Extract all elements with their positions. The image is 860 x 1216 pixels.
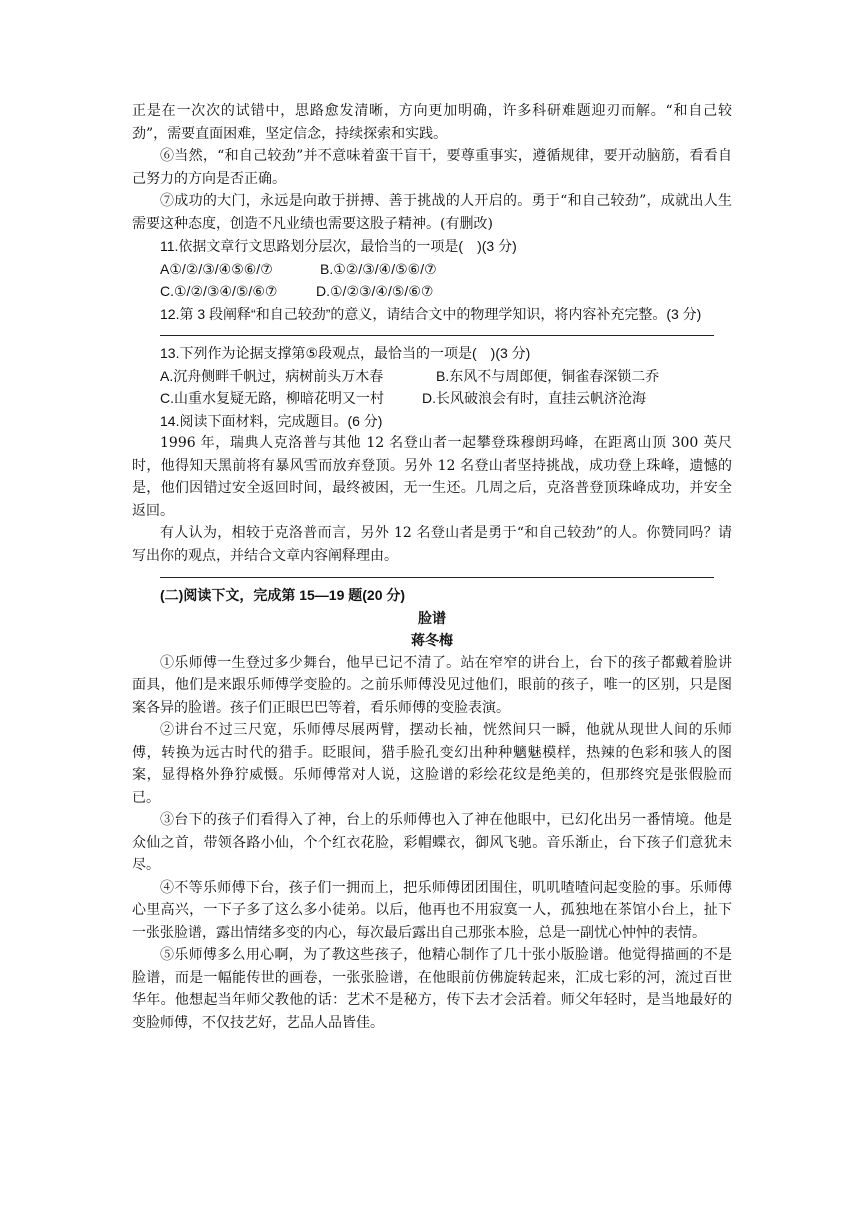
article-paragraph-7: ⑦成功的大门，永远是向敢于拼搏、善于挑战的人开启的。勇于“和自己较劲”，成就出人生需要这种态度，创造不凡业绩也需要这股子精神。(有删改) (132, 193, 732, 232)
story-paragraph-4: ④不等乐师傅下台，孩子们一拥而上，把乐师傅团团围住，叽叽喳喳问起变脸的事。乐师傅心里高兴，一下子多了这么多小徒弟。以后，他再也不用寂寞一人，孤独地在茶馆小台上，扯下一张张脸谱，露出情绪多变的内心，每次最后露出自己那张本脸，总是一副忧心忡忡的表情。 (132, 879, 732, 941)
q11-option-a[interactable]: A①/②/③/④⑤⑥/⑦ (160, 260, 273, 277)
story-author: 蒋冬梅 (411, 632, 453, 648)
q11-option-c[interactable]: C.①/②/③④/⑤/⑥⑦ (160, 283, 278, 299)
question-13-options-row-2 (132, 387, 732, 410)
question-14-prompt: 有人认为，相较于克洛普而言，另外 12 名登山者是勇于“和自己较劲”的人。你赞同吗？请写出你的观点，并结合文章内容阐释理由。 (132, 525, 732, 564)
q13-option-b[interactable]: B.东风不与周郎便，铜雀春深锁二乔 (436, 367, 660, 384)
answer-line-q12[interactable] (160, 325, 714, 336)
section-2-heading: (二)阅读下文，完成第 15—19 题(20 分) (160, 587, 406, 603)
story-paragraph-1: ①乐师傅一生登过多少舞台，他早已记不清了。站在窄窄的讲台上，台下的孩子都戴着脸讲面具，他们是来跟乐师傅学变脸的。之前乐师傅没见过他们，眼前的孩子，唯一的区别，只是图案各异的脸谱。孩子们正眼巴巴等着，看乐师傅的变脸表演。 (132, 654, 732, 716)
q11-option-d[interactable]: D.①/②③/④/⑤/⑥⑦ (316, 283, 434, 299)
question-11-options-row-1 (132, 258, 732, 281)
article-paragraph-6: ⑥当然，“和自己较劲”并不意味着蛮干盲干，要尊重事实，遵循规律，要开动脑筋，看看自己努力的方向是否正确。 (132, 148, 732, 187)
exam-page (132, 100, 732, 1034)
story-paragraph-3: ③台下的孩子们看得入了神，台上的乐师傅也入了神在他眼中，已幻化出另一番情境。他是众仙之首，带领各路小仙，个个红衣花脸，彩帽蝶衣，御风飞驰。音乐渐止，台下孩子们意犹未尽。 (132, 812, 732, 873)
q13-option-d[interactable]: D.长风破浪会有时，直挂云帆济沧海 (422, 390, 646, 406)
q13-option-a[interactable]: A.沉舟侧畔千帆过，病树前头万木春 (160, 367, 384, 384)
q13-option-c[interactable]: C.山重水复疑无路，柳暗花明又一村 (160, 390, 384, 406)
question-14: 14.阅读下面材料，完成题目。(6 分) (160, 412, 383, 429)
question-12: 12.第 3 段阐释“和自己较劲”的意义，请结合文中的物理学知识，将内容补充完整。(3 分) (160, 305, 702, 322)
story-title: 脸谱 (418, 609, 446, 626)
article-paragraph-continued: 正是在一次次的试错中，思路愈发清晰，方向更加明确，许多科研难题迎刃而解。“和自己较劲”，需要直面困难，坚定信念，持续探索和实践。 (132, 103, 732, 142)
question-11-options-row-2 (132, 280, 732, 303)
q11-option-b[interactable]: B.①②/③/④/⑤⑥/⑦ (320, 260, 437, 277)
question-13: 13.下列作为论据支撑第⑤段观点，最恰当的一项是( )(3 分) (160, 345, 531, 361)
question-14-material: 1996 年，瑞典人克洛普与其他 12 名登山者一起攀登珠穆朗玛峰，在距离山顶 300 英尺时，他得知天黑前将有暴风雪而放弃登顶。另外 12 名登山者坚持挑战，成功登上珠峰，遗憾的是，他们因错过安全返回时间，最终被困，无一生还。几周之后，克洛普登顶珠峰成功，并安全返回。 (132, 435, 732, 519)
question-13-options-row-1 (132, 365, 732, 388)
question-11: 11.依据文章行文思路划分层次，最恰当的一项是( )(3 分) (160, 238, 517, 254)
story-paragraph-2: ②讲台不过三尺宽，乐师傅尽展两臂，摆动长袖，恍然间只一瞬，他就从现世人间的乐师傅，转换为远古时代的猎手。眨眼间，猎手脸孔变幻出种种魑魅模样，热辣的色彩和骇人的图案，显得格外狰狞威慑。乐师傅常对人说，这脸谱的彩绘花纹是绝美的，但那终究是张假脸而已。 (132, 722, 732, 806)
answer-line-q14[interactable] (160, 567, 714, 578)
story-paragraph-5: ⑤乐师傅多么用心啊，为了教这些孩子，他精心制作了几十张小版脸谱。他觉得描画的不是脸谱，而是一幅能传世的画卷，一张张脸谱，在他眼前仿佛旋转起来，汇成七彩的河，流过百世华年。他想起当年师父教他的话：艺术不是秘方，传下去才会活着。师父年轻时，是当地最好的变脸师傅，不仅技艺好，艺品人品皆佳。 (132, 947, 732, 1031)
